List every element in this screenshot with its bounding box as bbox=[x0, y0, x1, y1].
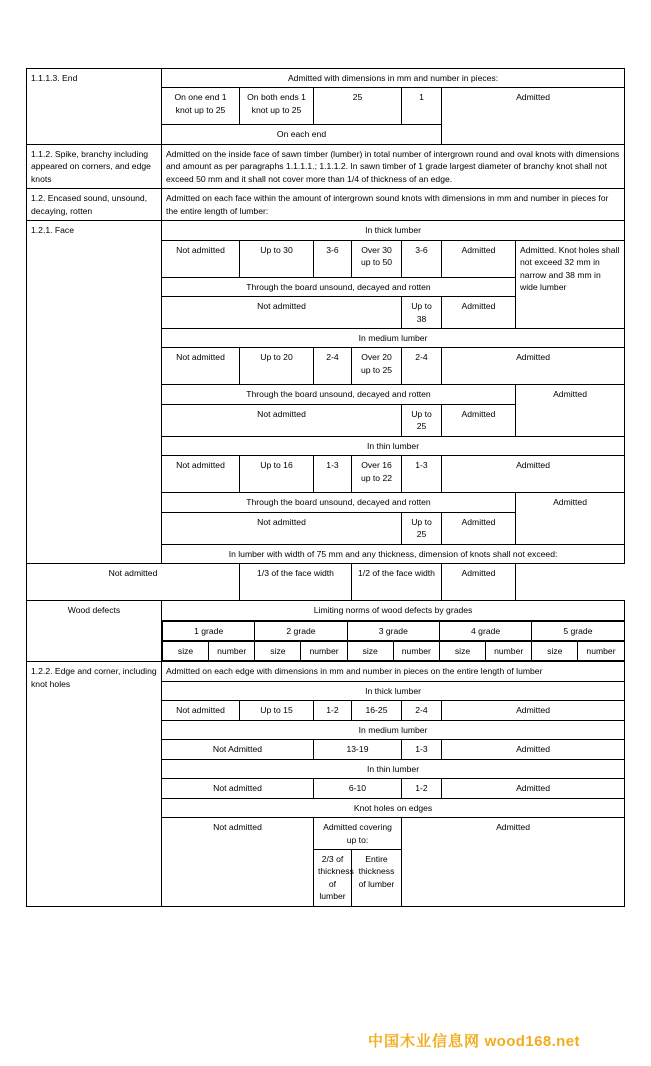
medium-2-4a: 2-4 bbox=[314, 348, 352, 385]
thin-upto16: Up to 16 bbox=[240, 456, 314, 493]
edge-medium-13-19: 13-19 bbox=[314, 740, 402, 759]
thin-1-3b: 1-3 bbox=[402, 456, 442, 493]
medium-upto20: Up to 20 bbox=[240, 348, 314, 385]
medium-through-title: Through the board unsound, decayed and rotten bbox=[162, 385, 516, 404]
width-note: In lumber with width of 75 mm and any thickness, dimension of knots shall not exceed: bbox=[162, 544, 625, 563]
grade-1: 1 grade bbox=[163, 621, 255, 640]
edge-thick-2-4: 2-4 bbox=[402, 701, 442, 720]
thick-through-not-admitted: Not admitted bbox=[162, 297, 402, 329]
row-text-122: Admitted on each edge with dimensions in mm and number in pieces on the entire length of lumber bbox=[162, 662, 625, 681]
thin-lumber-title: In thin lumber bbox=[162, 436, 625, 455]
edge-medium-title: In medium lumber bbox=[162, 720, 625, 739]
edge-thin-not-admitted: Not admitted bbox=[162, 779, 314, 798]
end-n25: 25 bbox=[314, 88, 402, 125]
grade4-number: number bbox=[486, 641, 532, 660]
row-text-112: Admitted on the inside face of sawn timber (lumber) in total number of intergrown round and oval knots with dimensions and amount as per paragraphs 1.1.1.1.; 1.1.1.2. In sawn timber of 1 grade largest diameter of branchy knot shall not exceed 50 mm and it shall not cover more than 1/4 of thickness of an edge. bbox=[162, 144, 625, 188]
row-label-1113: 1.1.1.3. End bbox=[27, 69, 162, 145]
grades-sub-table bbox=[162, 641, 625, 661]
edge-medium-1-3: 1-3 bbox=[402, 740, 442, 759]
thick-lumber-title: In thick lumber bbox=[162, 221, 625, 240]
thin-right-note: Admitted bbox=[516, 493, 625, 544]
thin-through-upto25: Up to 25 bbox=[402, 512, 442, 544]
grade5-size: size bbox=[532, 641, 578, 660]
medium-through-not-admitted: Not admitted bbox=[162, 404, 402, 436]
edge-thin-title: In thin lumber bbox=[162, 759, 625, 778]
thick-admitted: Admitted bbox=[442, 240, 516, 277]
edge-thick-1-2: 1-2 bbox=[314, 701, 352, 720]
table-row bbox=[27, 662, 625, 681]
table-row bbox=[27, 144, 625, 188]
watermark-chinese: 中国木业信息网 bbox=[368, 1033, 481, 1050]
watermark-latin: wood168.net bbox=[484, 1033, 580, 1050]
grade-2: 2 grade bbox=[255, 621, 347, 640]
edge-thick-not-admitted: Not admitted bbox=[162, 701, 240, 720]
document-page bbox=[26, 68, 624, 907]
grades-labels-row bbox=[163, 621, 625, 640]
grade3-size: size bbox=[347, 641, 393, 660]
edge-thick-title: In thick lumber bbox=[162, 681, 625, 700]
knot-holes-two-thirds: 2/3 of thickness of lumber bbox=[314, 849, 352, 906]
edge-medium-admitted: Admitted bbox=[442, 740, 625, 759]
edge-thick-admitted: Admitted bbox=[442, 701, 625, 720]
end-both-ends: On both ends 1 knot up to 25 bbox=[240, 88, 314, 125]
end-admitted: Admitted bbox=[442, 88, 625, 144]
width-third: 1/3 of the face width bbox=[240, 564, 352, 601]
medium-right-note: Admitted bbox=[516, 385, 625, 436]
knot-holes-covering: Admitted covering up to: bbox=[314, 818, 402, 850]
edge-thick-16-25: 16-25 bbox=[352, 701, 402, 720]
width-half: 1/2 of the face width bbox=[352, 564, 442, 601]
grade2-size: size bbox=[255, 641, 301, 660]
medium-through-admitted: Admitted bbox=[442, 404, 516, 436]
thick-3-6b: 3-6 bbox=[402, 240, 442, 277]
row-label-wood-defects: Wood defects bbox=[27, 601, 162, 662]
knot-holes-not-admitted: Not admitted bbox=[162, 818, 314, 907]
grade3-number: number bbox=[393, 641, 439, 660]
grade-4: 4 grade bbox=[439, 621, 531, 640]
grade-3: 3 grade bbox=[347, 621, 439, 640]
thick-3-6a: 3-6 bbox=[314, 240, 352, 277]
row-label-112: 1.1.2. Spike, branchy including appeared on corners, and edge knots bbox=[27, 144, 162, 188]
thick-through-upto38: Up to 38 bbox=[402, 297, 442, 329]
edge-medium-not-admitted: Not Admitted bbox=[162, 740, 314, 759]
edge-thin-admitted: Admitted bbox=[442, 779, 625, 798]
knot-holes-admitted: Admitted bbox=[402, 818, 625, 907]
thick-through-admitted: Admitted bbox=[442, 297, 516, 329]
thin-not-admitted: Not admitted bbox=[162, 456, 240, 493]
medium-over20: Over 20 up to 25 bbox=[352, 348, 402, 385]
width-admitted: Admitted bbox=[442, 564, 516, 601]
row-label-122: 1.2.2. Edge and corner, including knot holes bbox=[27, 662, 162, 906]
end-header: Admitted with dimensions in mm and number in pieces: bbox=[162, 69, 625, 88]
grade-5: 5 grade bbox=[532, 621, 624, 640]
medium-lumber-title: In medium lumber bbox=[162, 328, 625, 347]
knot-holes-title: Knot holes on edges bbox=[162, 798, 625, 817]
grades-sub-labels-row bbox=[163, 641, 625, 660]
medium-not-admitted: Not admitted bbox=[162, 348, 240, 385]
thin-over16: Over 16 up to 22 bbox=[352, 456, 402, 493]
grade1-number: number bbox=[209, 641, 255, 660]
thin-1-3a: 1-3 bbox=[314, 456, 352, 493]
grades-sub-row-wrap bbox=[162, 641, 625, 662]
row-label-12: 1.2. Encased sound, unsound, decaying, rotten bbox=[27, 189, 162, 221]
thick-right-note: Admitted. Knot holes shall not exceed 32 mm in narrow and 38 mm in wide lumber bbox=[516, 240, 625, 328]
watermark bbox=[368, 1030, 580, 1051]
thin-through-title: Through the board unsound, decayed and rotten bbox=[162, 493, 516, 512]
grades-header: Limiting norms of wood defects by grades bbox=[162, 601, 625, 620]
row-text-12: Admitted on each face within the amount of intergrown sound knots with dimensions in mm and number in pieces for the entire length of lumber: bbox=[162, 189, 625, 221]
table-row bbox=[27, 189, 625, 221]
grade4-size: size bbox=[439, 641, 485, 660]
grades-table bbox=[162, 621, 625, 641]
end-n1: 1 bbox=[402, 88, 442, 125]
wood-defects-spec-table bbox=[26, 68, 625, 907]
thin-admitted: Admitted bbox=[442, 456, 625, 493]
thick-not-admitted: Not admitted bbox=[162, 240, 240, 277]
end-each-end: On each end bbox=[162, 125, 442, 144]
thick-through-title: Through the board unsound, decayed and rotten bbox=[162, 277, 516, 296]
grade2-number: number bbox=[301, 641, 347, 660]
row-label-121: 1.2.1. Face bbox=[27, 221, 162, 564]
thick-over30: Over 30 up to 50 bbox=[352, 240, 402, 277]
edge-thin-6-10: 6-10 bbox=[314, 779, 402, 798]
thin-through-not-admitted: Not admitted bbox=[162, 512, 402, 544]
table-row bbox=[27, 564, 625, 601]
knot-holes-entire: Entire thickness of lumber bbox=[352, 849, 402, 906]
grade5-number: number bbox=[578, 641, 624, 660]
end-one-end: On one end 1 knot up to 25 bbox=[162, 88, 240, 125]
medium-through-upto25: Up to 25 bbox=[402, 404, 442, 436]
grade1-size: size bbox=[163, 641, 209, 660]
medium-2-4b: 2-4 bbox=[402, 348, 442, 385]
table-row bbox=[27, 69, 625, 88]
thick-upto30: Up to 30 bbox=[240, 240, 314, 277]
edge-thick-upto15: Up to 15 bbox=[240, 701, 314, 720]
grades-row-wrap bbox=[162, 620, 625, 641]
table-row bbox=[27, 221, 625, 240]
medium-admitted: Admitted bbox=[442, 348, 625, 385]
thin-through-admitted: Admitted bbox=[442, 512, 516, 544]
edge-thin-1-2: 1-2 bbox=[402, 779, 442, 798]
table-row bbox=[27, 601, 625, 620]
width-not-admitted: Not admitted bbox=[27, 564, 240, 601]
